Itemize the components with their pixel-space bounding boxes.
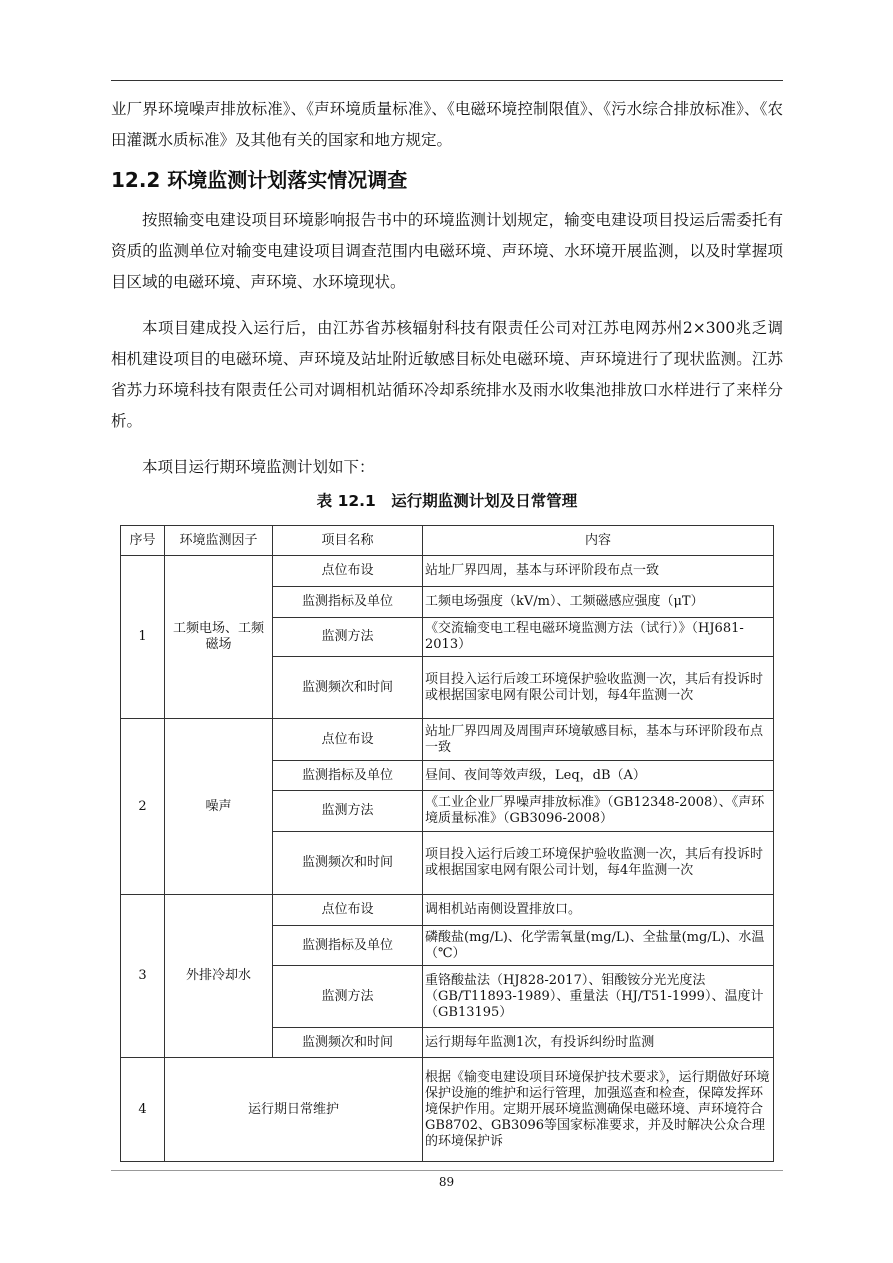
- monitoring-factor: 外排冷却水: [165, 895, 273, 1058]
- item-content: 站址厂界四周，基本与环评阶段布点一致: [423, 556, 774, 587]
- monitoring-factor: 工频电场、工频磁场: [165, 556, 273, 719]
- item-name: 监测频次和时间: [273, 832, 423, 895]
- body-paragraph-2: 本项目建成投入运行后，由江苏省苏核辐射科技有限责任公司对江苏电网苏州2×300兆乏调相机建设项目的电磁环境、声环境及站址附近敏感目标处电磁环境、声环境进行了现状监测。江苏省苏力环境科技有限责任公司对调相机站循环冷却系统排水及雨水收集池排放口水样进行了来样分析。: [111, 319, 783, 430]
- footer-rule: [111, 1170, 783, 1171]
- page-number: 89: [438, 1175, 455, 1189]
- item-name: 点位布设: [273, 556, 423, 587]
- section-heading: 12.2 环境监测计划落实情况调查: [111, 168, 408, 192]
- item-content: 工频电场强度（kV/m）、工频磁感应强度（μT）: [423, 587, 774, 618]
- body-paragraph-1: 按照输变电建设项目环境影响报告书中的环境监测计划规定，输变电建设项目投运后需委托有资质的监测单位对输变电建设项目调查范围内电磁环境、声环境、水环境开展监测，以及时掌握项目区域的电磁环境、声环境、水环境现状。: [111, 211, 783, 291]
- table-header-row: [121, 526, 774, 556]
- item-content: 磷酸盐(mg/L)、化学需氧量(mg/L)、全盐量(mg/L)、水温（℃）: [423, 926, 774, 966]
- item-name: 监测指标及单位: [273, 926, 423, 966]
- item-name: 监测指标及单位: [273, 761, 423, 791]
- header-factor: 环境监测因子: [165, 526, 273, 556]
- row-number: 3: [121, 895, 165, 1058]
- item-name: 监测频次和时间: [273, 1028, 423, 1058]
- item-content: 昼间、夜间等效声级，Leq，dB（A）: [423, 761, 774, 791]
- item-name: 点位布设: [273, 719, 423, 761]
- monitoring-plan-table: [120, 525, 774, 1162]
- item-content: 项目投入运行后竣工环境保护验收监测一次，其后有投诉时或根据国家电网有限公司计划，每4年监测一次: [423, 832, 774, 895]
- table-caption: 表 12.1 运行期监测计划及日常管理: [316, 492, 578, 510]
- row-number: 4: [121, 1058, 165, 1162]
- item-content: 《交流输变电工程电磁环境监测方法（试行）》（HJ681-2013）: [423, 618, 774, 657]
- item-content: 根据《输变电建设项目环境保护技术要求》，运行期做好环境保护设施的维护和运行管理，加强巡查和检查，保障发挥环境保护作用。定期开展环境监测确保电磁环境、声环境符合GB8702、GB3096等国家标准要求，并及时解决公众合理的环境保护诉: [423, 1058, 774, 1162]
- table-row: [121, 719, 774, 761]
- table-row: [121, 1058, 774, 1162]
- item-name: 运行期日常维护: [165, 1058, 423, 1162]
- item-content: 调相机站南侧设置排放口。: [423, 895, 774, 926]
- item-content: 《工业企业厂界噪声排放标准》（GB12348-2008）、《声环境质量标准》（GB3096-2008）: [423, 791, 774, 832]
- header-no: 序号: [121, 526, 165, 556]
- item-content: 运行期每年监测1次，有投诉纠纷时监测: [423, 1028, 774, 1058]
- header-content: 内容: [423, 526, 774, 556]
- item-content: 站址厂界四周及周围声环境敏感目标，基本与环评阶段布点一致: [423, 719, 774, 761]
- item-name: 点位布设: [273, 895, 423, 926]
- row-number: 1: [121, 556, 165, 719]
- item-name: 监测频次和时间: [273, 657, 423, 719]
- table-row: [121, 556, 774, 587]
- table-row: [121, 895, 774, 926]
- header-item: 项目名称: [273, 526, 423, 556]
- item-name: 监测方法: [273, 791, 423, 832]
- item-content: 重铬酸盐法（HJ828-2017）、钼酸铵分光光度法（GB/T11893-1989）、重量法（HJ/T51-1999）、温度计（GB13195）: [423, 966, 774, 1028]
- monitoring-factor: 噪声: [165, 719, 273, 895]
- intro-paragraph: 业厂界环境噪声排放标准》、《声环境质量标准》、《电磁环境控制限值》、《污水综合排放标准》、《农田灌溉水质标准》及其他有关的国家和地方规定。: [111, 100, 783, 149]
- item-name: 监测指标及单位: [273, 587, 423, 618]
- item-name: 监测方法: [273, 618, 423, 657]
- header-rule: [111, 80, 783, 81]
- body-paragraph-3: 本项目运行期环境监测计划如下：: [142, 458, 375, 476]
- row-number: 2: [121, 719, 165, 895]
- item-name: 监测方法: [273, 966, 423, 1028]
- item-content: 项目投入运行后竣工环境保护验收监测一次，其后有投诉时或根据国家电网有限公司计划，每4年监测一次: [423, 657, 774, 719]
